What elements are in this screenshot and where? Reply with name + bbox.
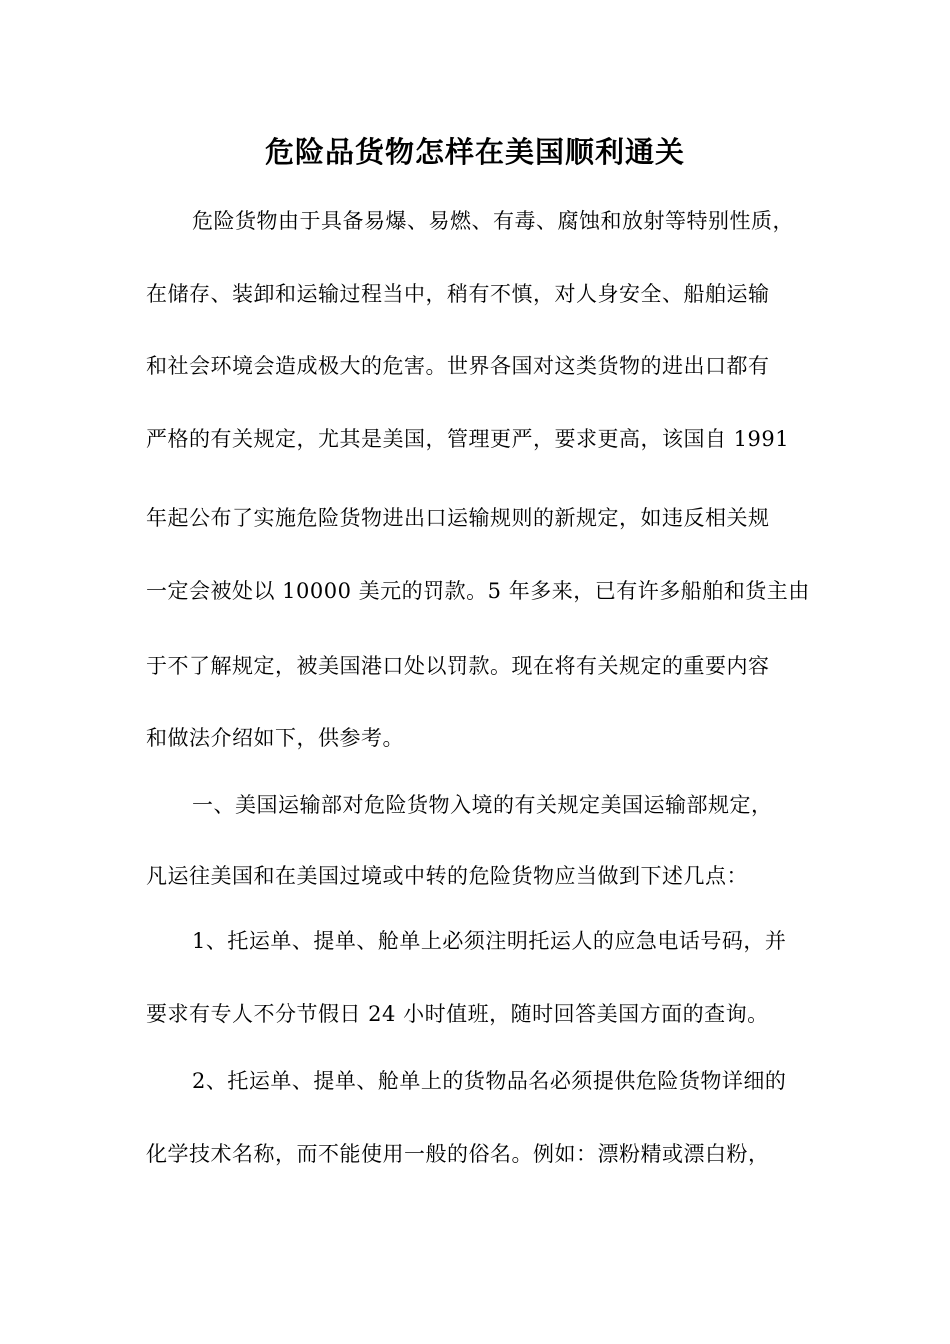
- paragraph-line: 凡运往美国和在美国过境或中转的危险货物应当做到下述几点：: [146, 864, 748, 888]
- paragraph-line: 化学技术名称，而不能使用一般的俗名。例如：漂粉精或漂白粉，: [146, 1142, 770, 1166]
- paragraph-line: 1、托运单、提单、舱单上必须注明托运人的应急电话号码，并: [192, 929, 787, 953]
- paragraph-line: 一定会被处以 10000 美元的罚款。5 年多来，已有许多船舶和货主由: [146, 579, 810, 603]
- paragraph-line: 危险货物由于具备易爆、易燃、有毒、腐蚀和放射等特别性质，: [192, 209, 794, 233]
- paragraph-line: 2、托运单、提单、舱单上的货物品名必须提供危险货物详细的: [192, 1069, 787, 1093]
- paragraph-line: 年起公布了实施危险货物进出口运输规则的新规定，如违反相关规: [146, 506, 770, 530]
- paragraph-line: 于不了解规定，被美国港口处以罚款。现在将有关规定的重要内容: [146, 654, 770, 678]
- document-title: 危险品货物怎样在美国顺利通关: [264, 135, 685, 169]
- paragraph-line: 和做法介绍如下，供参考。: [146, 726, 404, 750]
- paragraph-line: 一、美国运输部对危险货物入境的有关规定美国运输部规定，: [192, 793, 773, 817]
- paragraph-line: 在储存、装卸和运输过程当中，稍有不慎，对人身安全、船舶运输: [146, 282, 770, 306]
- paragraph-line: 要求有专人不分节假日 24 小时值班，随时回答美国方面的查询。: [146, 1002, 769, 1026]
- paragraph-line: 严格的有关规定，尤其是美国，管理更严，要求更高，该国自 1991: [146, 427, 790, 451]
- paragraph-line: 和社会环境会造成极大的危害。世界各国对这类货物的进出口都有: [146, 354, 770, 378]
